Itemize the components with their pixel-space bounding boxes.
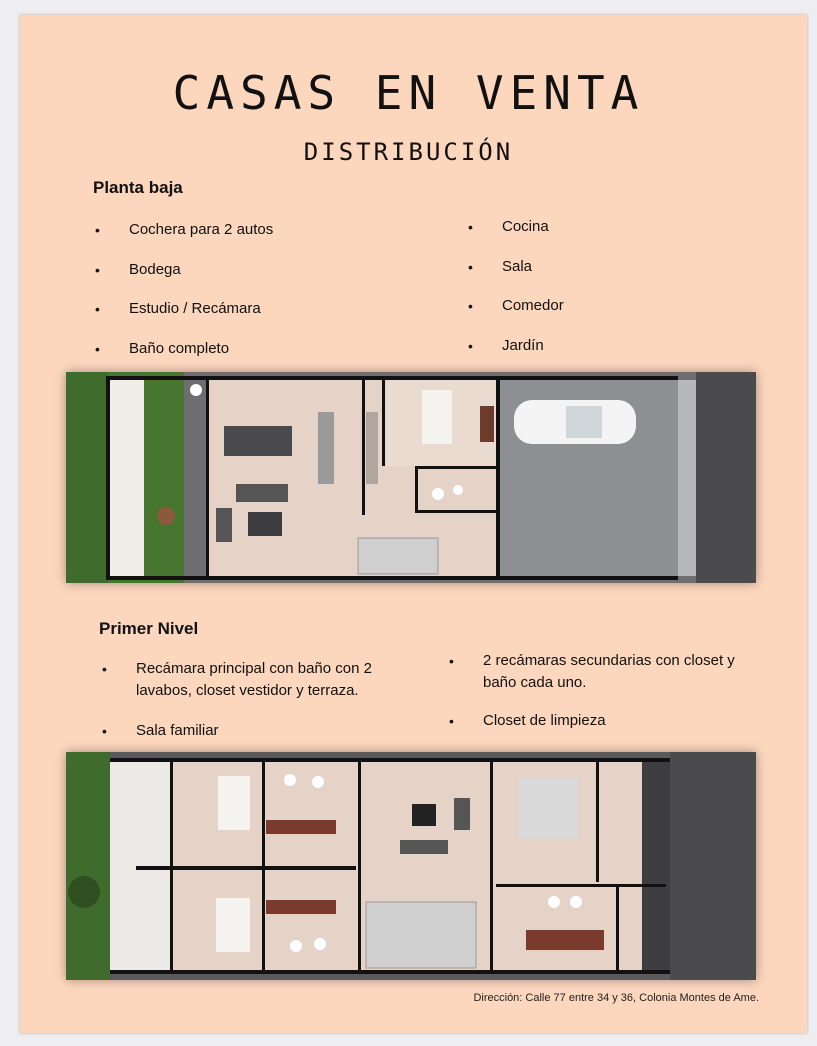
garden (66, 372, 108, 583)
first-floor-item: • 2 recámaras secundarias con closet y baño cada uno. (483, 650, 758, 694)
first-floor-heading: Primer Nivel (99, 619, 199, 638)
ground-floor-item: • Cocina (502, 216, 549, 238)
ground-floor-item: • Comedor (502, 295, 564, 317)
first-floor-item: • Recámara principal con baño con 2 lavabos, closet vestidor y terraza. (136, 658, 406, 702)
first-floor-plan (66, 752, 756, 980)
ground-floor-item: • Bodega (129, 259, 181, 281)
ground-floor-item: • Cochera para 2 autos (129, 219, 273, 241)
first-floor-item: • Closet de limpieza (483, 710, 606, 732)
page-title: CASAS EN VENTA (172, 66, 645, 120)
ground-floor-plan (66, 372, 756, 583)
ground-floor-heading: Planta baja (93, 178, 183, 197)
first-floor-item: • Sala familiar (136, 720, 219, 742)
address-text: Dirección: Calle 77 entre 34 y 36, Colonia Montes de Ame. (473, 992, 759, 1004)
page-subtitle: DISTRIBUCIÓN (303, 138, 514, 166)
ground-floor-item: • Baño completo (129, 338, 229, 360)
ground-floor-item: • Estudio / Recámara (129, 298, 261, 320)
ground-floor-item: • Sala (502, 256, 532, 278)
ground-floor-item: • Jardín (502, 335, 544, 357)
